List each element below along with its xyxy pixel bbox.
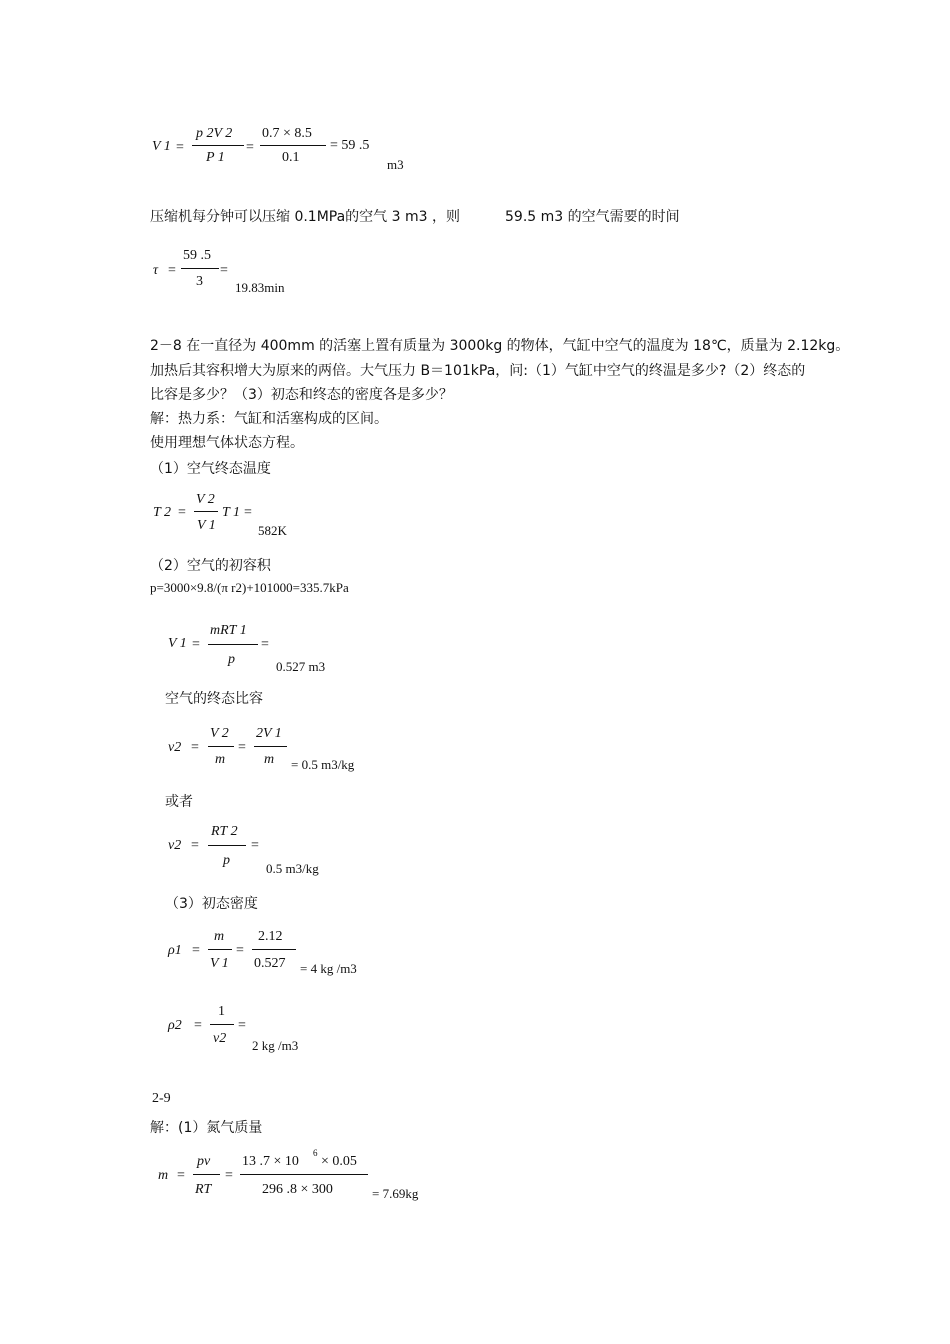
fraction-bar <box>252 949 296 950</box>
compressor-text-cont: 59.5 m3 的空气需要的时间 <box>505 209 680 225</box>
eq-lhs: τ <box>153 263 159 278</box>
eq-result: = 0.5 m3/kg <box>291 757 355 772</box>
solution-line2: 使用理想气体状态方程。 <box>150 435 304 451</box>
fraction-numerator: m <box>214 929 225 944</box>
problem-2-8-line2: 加热后其容积增大为原来的两倍。大气压力 B＝101kPa，问:（1）气缸中空气的终温是多少?（2）终态的 <box>150 363 806 379</box>
problem-2-9-solution: 解：(1）氮气质量 <box>150 1120 263 1136</box>
fraction-numerator: p 2V 2 <box>196 126 233 141</box>
fraction-denominator: m <box>215 752 226 767</box>
fraction-numerator: 2.12 <box>258 929 283 944</box>
fraction-numerator: mRT 1 <box>210 623 247 638</box>
problem-2-9-title: 2-9 <box>152 1091 171 1106</box>
eq-lhs: V 1 <box>152 139 171 154</box>
equals-sign: = <box>238 740 246 755</box>
equals-sign: = <box>244 505 252 520</box>
part1-label: （1）空气终态温度 <box>150 461 271 477</box>
equals-sign: = <box>194 1018 202 1033</box>
fraction-numerator: pv <box>197 1154 211 1169</box>
part3-label: （3）初态密度 <box>165 896 258 912</box>
pressure-line: p=3000×9.8/(π r2)+101000=335.7kPa <box>150 580 349 595</box>
eq-factor: T 1 <box>222 505 241 520</box>
fraction-denominator: P 1 <box>206 150 225 165</box>
fraction-bar <box>210 1024 234 1025</box>
equals-sign: = <box>176 140 184 155</box>
equals-sign: = <box>192 943 200 958</box>
part2-label: （2）空气的初容积 <box>150 558 271 574</box>
equals-sign: = <box>191 740 199 755</box>
fraction-numerator: RT 2 <box>211 824 238 839</box>
eq-lhs: V 1 <box>168 636 187 651</box>
fraction-numerator: 0.7 × 8.5 <box>262 126 312 141</box>
equals-sign: = <box>238 1018 246 1033</box>
equals-sign: = <box>251 838 259 853</box>
fraction-bar <box>208 845 246 846</box>
fraction-denominator: 0.527 <box>254 956 286 971</box>
eq-result: 2 kg /m3 <box>252 1038 299 1053</box>
problem-2-8-line3: 比容是多少？（3）初态和终态的密度各是多少？ <box>150 387 453 403</box>
eq-result: 582K <box>258 523 287 538</box>
eq-unit: m3 <box>387 157 404 172</box>
fraction-denominator: V 1 <box>197 518 216 533</box>
eq-result: 0.5 m3/kg <box>266 861 319 876</box>
fraction-denominator: 296 .8 × 300 <box>262 1182 333 1197</box>
fraction-bar <box>240 1174 368 1175</box>
fraction-denominator: 0.1 <box>282 150 300 165</box>
eq-result: 19.83min <box>235 280 285 295</box>
fraction-bar <box>208 746 234 747</box>
exponent: 6 <box>313 1148 318 1158</box>
fraction-bar <box>254 746 287 747</box>
eq-result: = 59 .5 <box>330 138 370 153</box>
equals-sign: = <box>261 637 269 652</box>
or-label: 或者 <box>165 794 193 810</box>
equals-sign: = <box>225 1168 233 1183</box>
fraction-numerator-cont: × 0.05 <box>321 1154 357 1169</box>
fraction-numerator: 1 <box>218 1004 225 1019</box>
eq-result: 0.527 m3 <box>276 659 326 674</box>
eq-lhs: v2 <box>168 838 182 853</box>
eq-result: = 4 kg /m3 <box>300 961 357 976</box>
equals-sign: = <box>178 505 186 520</box>
fraction-numerator: 59 .5 <box>183 248 211 263</box>
eq-lhs: v2 <box>168 740 182 755</box>
fraction-denominator: p <box>228 652 235 667</box>
fraction-denominator: v2 <box>213 1031 227 1046</box>
eq-lhs: m <box>158 1168 169 1183</box>
fraction-bar <box>208 644 258 645</box>
equals-sign: = <box>246 140 254 155</box>
fraction-bar <box>193 1174 220 1175</box>
equals-sign: = <box>168 263 176 278</box>
solution-line1: 解：热力系：气缸和活塞构成的区间。 <box>150 411 388 427</box>
eq-result: = 7.69kg <box>372 1186 419 1201</box>
equals-sign: = <box>177 1168 185 1183</box>
fraction-denominator: V 1 <box>210 956 229 971</box>
equals-sign: = <box>191 838 199 853</box>
fraction-denominator: p <box>223 853 230 868</box>
eq-lhs: ρ2 <box>168 1018 182 1033</box>
eq-lhs: T 2 <box>153 505 172 520</box>
equals-sign: = <box>220 263 228 278</box>
fraction-bar <box>181 268 219 269</box>
eq-lhs: ρ1 <box>168 943 182 958</box>
fraction-numerator: 13 .7 × 10 <box>242 1154 299 1169</box>
problem-2-8-line1: 2－8 在一直径为 400mm 的活塞上置有质量为 3000kg 的物体，气缸中空气的温度为 18℃，质量为 2.12kg。 <box>150 338 850 354</box>
fraction-bar <box>192 145 244 146</box>
fraction-denominator: m <box>264 752 275 767</box>
fraction-numerator: V 2 <box>196 492 215 507</box>
fraction-numerator: V 2 <box>210 726 229 741</box>
fraction-bar <box>194 511 218 512</box>
fraction-denominator: 3 <box>196 274 203 289</box>
compressor-text: 压缩机每分钟可以压缩 0.1MPa的空气 3 m3 ，则 <box>150 209 460 225</box>
fraction-denominator: RT <box>195 1182 212 1197</box>
equals-sign: = <box>236 943 244 958</box>
fraction-bar <box>260 145 326 146</box>
final-specific-volume-label: 空气的终态比容 <box>165 691 263 707</box>
equals-sign: = <box>192 637 200 652</box>
fraction-numerator: 2V 1 <box>256 726 282 741</box>
fraction-bar <box>208 949 232 950</box>
